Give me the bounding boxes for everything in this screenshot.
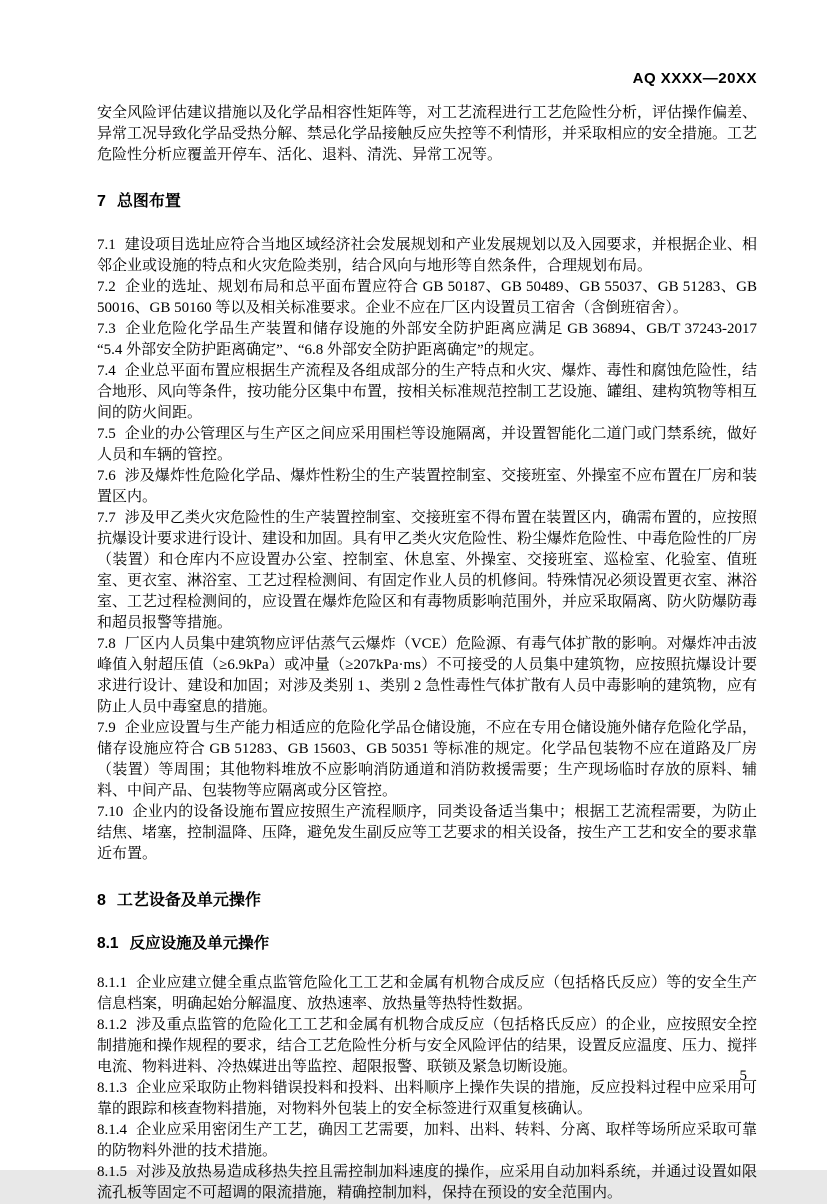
section-title: 总图布置	[116, 193, 181, 210]
section-title: 工艺设备及单元操作	[116, 892, 261, 909]
clause-8.1.1	[97, 973, 757, 1015]
section-number: 8.1	[97, 935, 119, 952]
document-body	[97, 103, 757, 1204]
clause-7.2	[97, 277, 757, 319]
clause-text: 涉及重点监管的危险化工工艺和金属有机物合成反应（包括格氏反应）的企业，应按照安全控制措施和操作规程的要求，结合工艺危险性分析与安全风险评估的结果，设置反应温度、压力、搅拌电流、物料进料、冷热媒进出等监控、超限报警、联锁及紧急切断设施。	[97, 1017, 758, 1075]
page-number: 5	[739, 1068, 747, 1084]
clause-number: 7.3	[97, 321, 116, 337]
clause-7.8	[97, 634, 757, 718]
clause-7.3	[97, 319, 757, 361]
clause-number: 7.1	[97, 237, 116, 253]
clause-number: 7.8	[97, 636, 116, 652]
clause-7.4	[97, 361, 757, 424]
clause-number: 8.1.2	[97, 1017, 127, 1033]
clause-number: 7.10	[97, 804, 124, 820]
clause-text: 对涉及放热易造成移热失控且需控制加料速度的操作，应采用自动加料系统，并通过设置如限流孔板等固定不可超调的限流措施，精确控制加料，保持在预设的安全范围内。	[97, 1164, 757, 1201]
clause-text: 企业总平面布置应根据生产流程及各组成部分的生产特点和火灾、爆炸、毒性和腐蚀危险性，结合地形、风向等条件，按功能分区集中布置，按相关标准规范控制工艺设施、罐组、建构筑物等相互间的防火间距。	[97, 363, 758, 421]
clause-number: 7.7	[97, 510, 116, 526]
clause-8.1.5	[97, 1162, 757, 1204]
section-title: 反应设施及单元操作	[129, 935, 270, 952]
clause-number: 7.4	[97, 363, 116, 379]
clause-text: 厂区内人员集中建筑物应评估蒸气云爆炸（VCE）危险源、有毒气体扩散的影响。对爆炸冲击波峰值入射超压值（≥6.9kPa）或冲量（≥207kPa·ms）不可接受的人员集中建筑物，应按照抗爆设计要求进行设计、建设和加固；对涉及类别 1、类别 2 急性毒性气体扩散有人员中毒影响的建筑物，应有防止人员中毒窒息的措施。	[97, 636, 757, 715]
clause-number: 7.6	[97, 468, 116, 484]
clause-8.1.2	[97, 1015, 757, 1078]
document-header-code: AQ XXXX—20XX	[632, 70, 757, 87]
clause-text: 企业的选址、规划布局和总平面布置应符合 GB 50187、GB 50489、GB 55037、GB 51283、GB 50016、GB 50160 等以及相关标准要求。企业不应在厂区内设置员工宿舍（含倒班宿舍）。	[97, 279, 757, 316]
clause-number: 8.1.1	[97, 975, 127, 991]
clause-number: 7.5	[97, 426, 116, 442]
clause-text: 建设项目选址应符合当地区域经济社会发展规划和产业发展规划以及入园要求，并根据企业、相邻企业或设施的特点和火灾危险类别，结合风向与地形等自然条件，合理规划布局。	[97, 237, 757, 274]
clause-text: 企业应建立健全重点监管危险化工工艺和金属有机物合成反应（包括格氏反应）等的安全生产信息档案，明确起始分解温度、放热速率、放热量等热特性数据。	[97, 975, 757, 1012]
clause-text: 企业危险化学品生产装置和储存设施的外部安全防护距离应满足 GB 36894、GB/T 37243-2017 “5.4 外部安全防护距离确定”、“6.8 外部安全防护距离确定”的规定。	[97, 321, 757, 358]
clause-text: 企业应设置与生产能力相适应的危险化学品仓储设施，不应在专用仓储设施外储存危险化学品，储存设施应符合 GB 51283、GB 15603、GB 50351 等标准的规定。化学品包装物不应在道路及厂房（装置）等周围；其他物料堆放不应影响消防通道和消防救援需要；生产现场临时存放的原料、辅料、中间产品、包装物等应隔离或分区管控。	[97, 720, 757, 799]
clause-7.5	[97, 424, 757, 466]
clause-number: 8.1.4	[97, 1122, 127, 1138]
clause-text: 企业应采取防止物料错误投料和投料、出料顺序上操作失误的措施，反应投料过程中应采用可靠的跟踪和核查物料措施，对物料外包装上的安全标签进行双重复核确认。	[97, 1080, 757, 1117]
clause-number: 7.9	[97, 720, 116, 736]
section-number: 7	[97, 193, 106, 210]
clause-text: 涉及爆炸性危险化学品、爆炸性粉尘的生产装置控制室、交接班室、外操室不应布置在厂房和装置区内。	[97, 468, 757, 505]
clause-7.10	[97, 802, 757, 865]
clause-7.1	[97, 235, 757, 277]
clause-text: 企业应采用密闭生产工艺，确因工艺需要，加料、出料、转料、分离、取样等场所应采取可靠的防物料外泄的技术措施。	[97, 1122, 757, 1159]
clause-number: 8.1.3	[97, 1080, 127, 1096]
clause-7.6	[97, 466, 757, 508]
section-heading-7	[97, 192, 757, 212]
clause-7.7	[97, 508, 757, 634]
document-content	[97, 70, 757, 1204]
clause-number: 8.1.5	[97, 1164, 127, 1180]
clause-8.1.4	[97, 1120, 757, 1162]
section-heading-8.1	[97, 934, 757, 954]
clause-number: 7.2	[97, 279, 116, 295]
clause-7.9	[97, 718, 757, 802]
clause-text: 企业的办公管理区与生产区之间应采用围栏等设施隔离，并设置智能化二道门或门禁系统，做好人员和车辆的管控。	[97, 426, 757, 463]
clause-text: 涉及甲乙类火灾危险性的生产装置控制室、交接班室不得布置在装置区内，确需布置的，应按照抗爆设计要求进行设计、建设和加固。具有甲乙类火灾危险性、粉尘爆炸危险性、中毒危险性的厂房（装置）和仓库内不应设置办公室、控制室、休息室、外操室、交接班室、巡检室、化验室、值班室、更衣室、淋浴室、工艺过程检测间、有固定作业人员的机修间。特殊情况必须设置更衣室、淋浴室、工艺过程检测间的，应设置在爆炸危险区和有毒物质影响范围外，并应采取隔离、防火防爆防毒和超员报警等措施。	[97, 510, 758, 631]
clause-text: 企业内的设备设施布置应按照生产流程顺序，同类设备适当集中；根据工艺流程需要，为防止结焦、堵塞，控制温降、压降，避免发生副反应等工艺要求的相关设备，按生产工艺和安全的要求靠近布置。	[97, 804, 758, 862]
clause-8.1.3	[97, 1078, 757, 1120]
section-number: 8	[97, 892, 106, 909]
section-heading-8	[97, 891, 757, 911]
body-paragraph: 安全风险评估建议措施以及化学品相容性矩阵等，对工艺流程进行工艺危险性分析，评估操作偏差、异常工况导致化学品受热分解、禁忌化学品接触反应失控等不利情形，并采取相应的安全措施。工艺危险性分析应覆盖开停车、活化、退料、清洗、异常工况等。	[97, 105, 758, 163]
